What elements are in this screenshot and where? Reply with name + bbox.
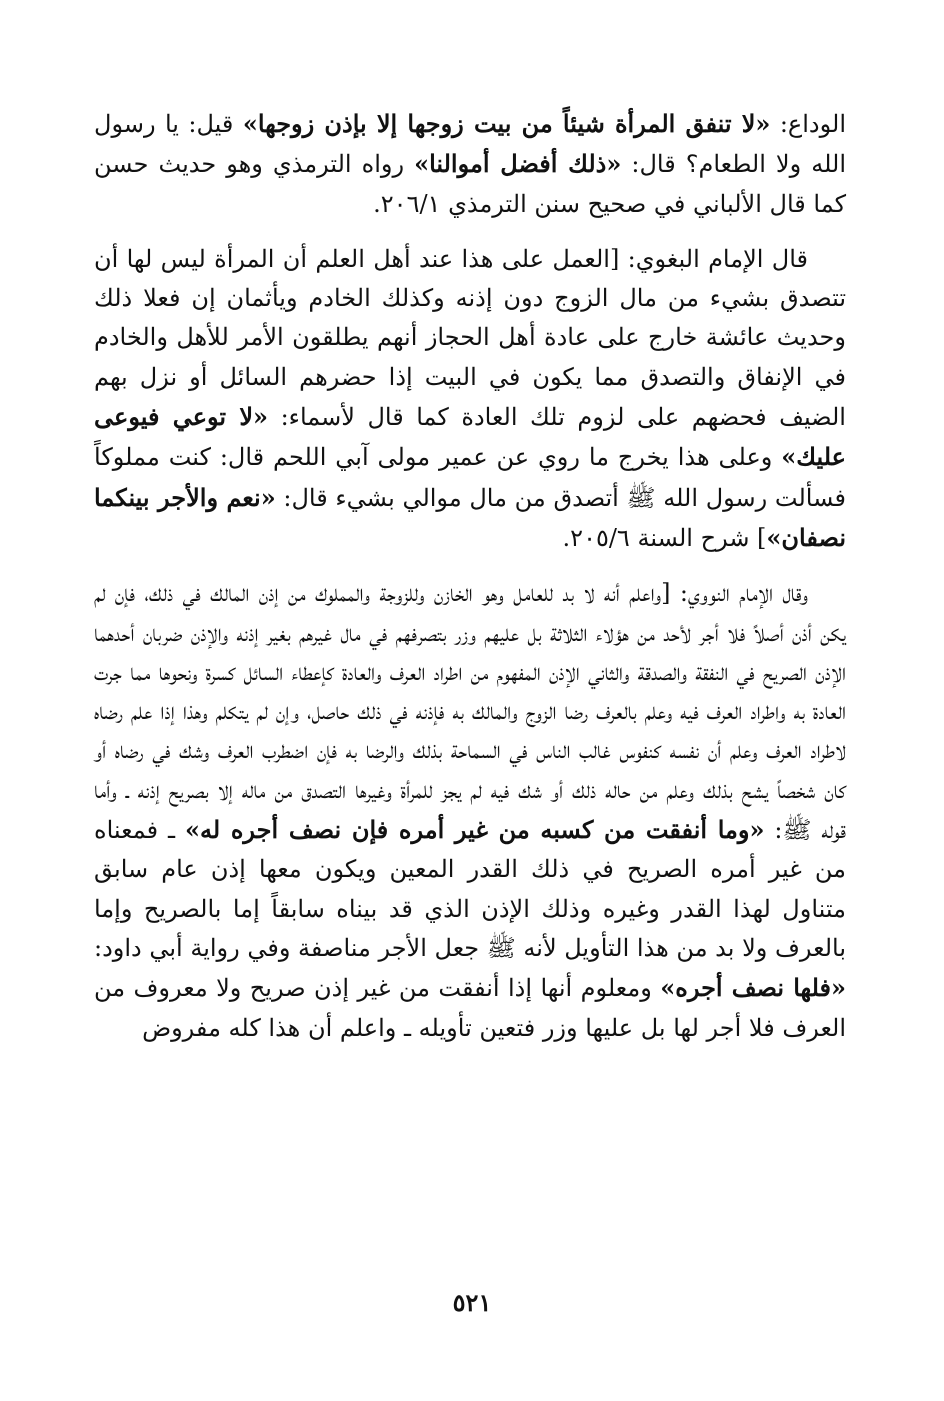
hadith-quote: «لا تنفق المرأة شيئاً من بيت زوجها إلا بإذن زوجها» bbox=[242, 109, 771, 138]
text-segment: وعلى هذا يخرج ما روي عن عمير مولى آبي اللحم قال: كنت مملوكاً فسألت رسول الله ﷺ أتصدق من مال موالي بشيء قال: bbox=[94, 443, 846, 512]
hadith-quote: «وما أنفقت من كسبه من غير أمره فإن نصف أجره له» bbox=[184, 815, 765, 845]
hadith-quote: «لا توعي فيوعى عليك» bbox=[94, 402, 846, 472]
text-segment: وقال الإمام النووي: [واعلم أنه لا بد للعامل وهو الخازن وللزوجة والمملوك من إذن المالك في ذلك، فإن لم يكن أذن أصلاً فلا أجر لأحد من هؤلاء الثلاثة بل عليهم وزر بتصرفهم في مال غيرهم بغير إذنه والإذن ضربان أحدهما الإذن الصريح في النفقة والصدقة والثاني الإذن المفهوم من اطراد العرف والعادة كإعطاء السائل كسرة ونحوها مما جرت العادة به واطراد العرف فيه وعلم بالعرف رضا الزوج والمالك به فإذنه في ذلك حاصل، وإن لم يتكلم وهذا إذا علم رضاه لاطراد العرف وعلم أن نفسه كنفوس غالب الناس في السماحة بذلك والرضا به فإن اضطرب العرف وشك في رضاه أو كان شخصاً يشح بذلك وعلم من حاله ذلك أو شك فيه لم يجز للمرأة وغيرها التصدق من ماله إلا بصريح إذنه ـ وأما قوله ﷺ: bbox=[94, 579, 847, 845]
text-segment: رواه الترمذي وهو حديث حسن كما قال الألباني في صحيح سنن الترمذي ٢٠٦/١. bbox=[94, 150, 846, 218]
paragraph-2 bbox=[94, 240, 846, 558]
page-body bbox=[94, 104, 846, 1048]
text-segment: ] شرح السنة ٢٠٥/٦. bbox=[562, 523, 767, 552]
paragraph-1 bbox=[94, 104, 846, 224]
text-segment: ومعلوم أنها إذا أنفقت من غير إذن صريح ولا معروف من العرف فلا أجر لها بل عليها وزر فتعين تأويله ـ واعلم أن هذا كله مفروض bbox=[94, 974, 846, 1042]
text-segment: قيل: يا رسول الله ولا الطعام؟ قال: bbox=[94, 110, 846, 179]
paragraph-3 bbox=[94, 574, 846, 1048]
text-segment: الوداع: bbox=[770, 110, 846, 138]
text-segment: ـ فمعناه من غير أمره الصريح في ذلك القدر المعين ويكون معها إذن عام سابق متناول لهذا القدر وغيره وذلك الإذن الذي قد بيناه سابقاً إما بالصريح وإما بالعرف ولا بد من هذا التأويل لأنه ﷺ جعل الأجر مناصفة وفي رواية أبي داود: bbox=[94, 816, 846, 962]
hadith-quote: «نعم والأجر بينكما نصفان» bbox=[94, 482, 846, 552]
text-segment: قال الإمام البغوي: [العمل على هذا عند أهل العلم أن المرأة ليس لها أن تتصدق بشيء من مال الزوج دون إذنه وكذلك الخادم ويأثمان إن فعلا ذلك وحديث عائشة خارج على عادة أهل الحجاز أنهم يطلقون الأمر للأهل والخادم في الإنفاق والتصدق مما يكون في البيت إذا حضرهم السائل أو نزل بهم الضيف فحضهم على لزوم تلك العادة كما قال لأسماء: bbox=[94, 244, 846, 432]
hadith-quote: «فلها نصف أجره» bbox=[660, 973, 846, 1003]
hadith-quote: «ذلك أفضل أموالنا» bbox=[414, 149, 622, 179]
page-number: ٥٢١ bbox=[452, 1288, 492, 1317]
